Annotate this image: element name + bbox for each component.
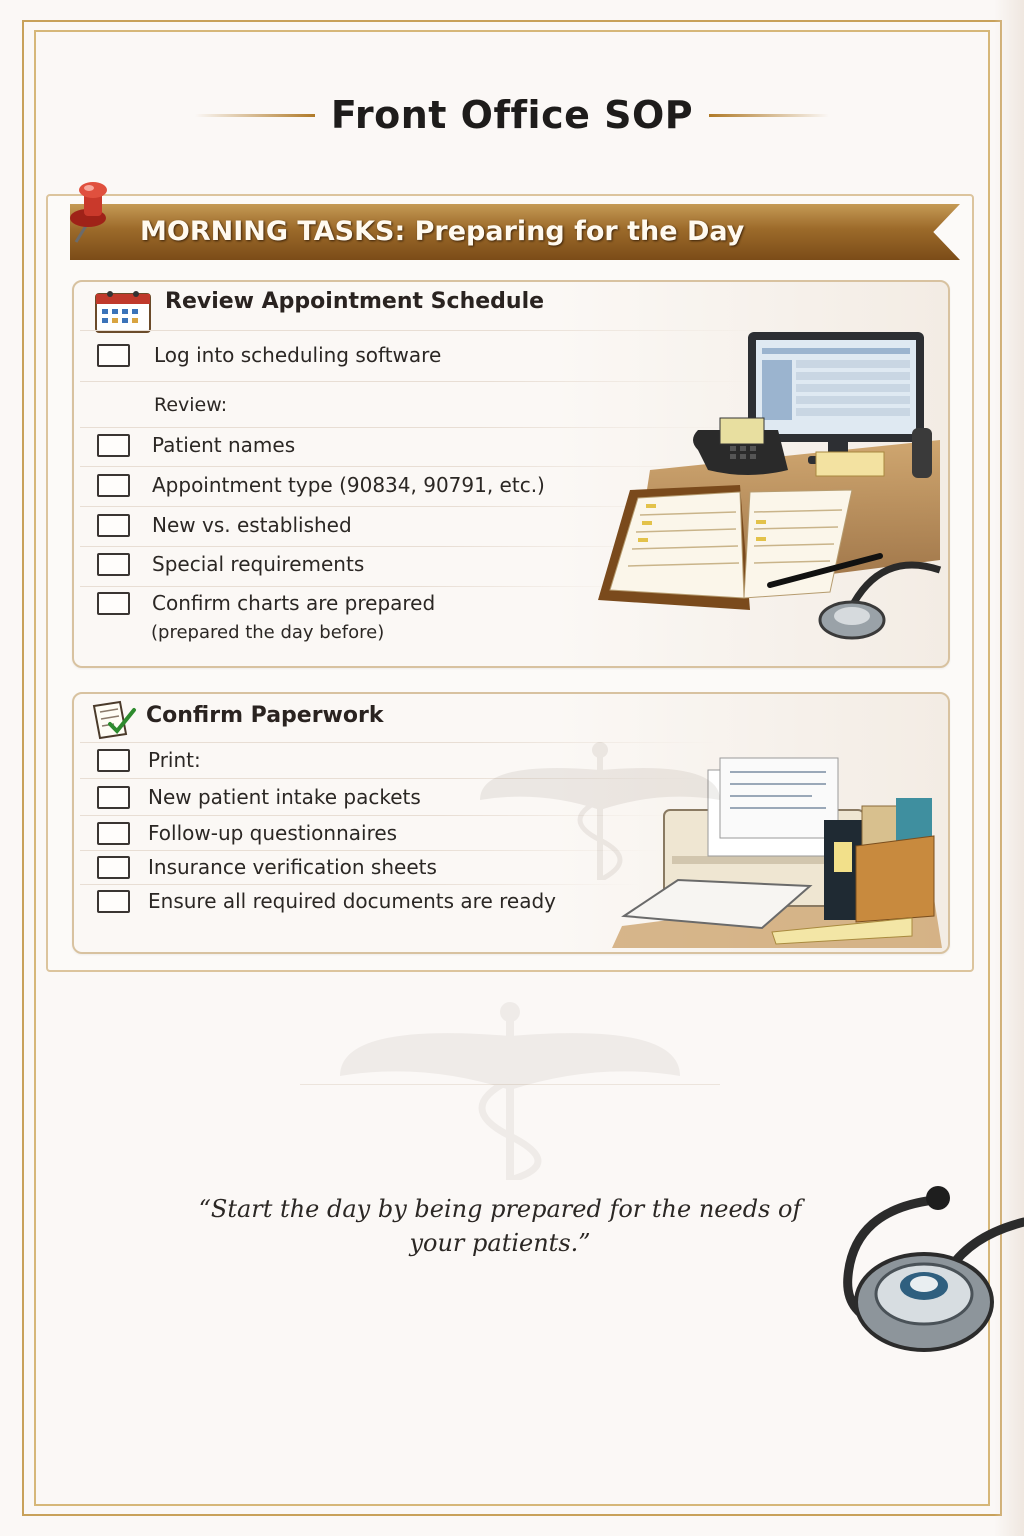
review-schedule-title: Review Appointment Schedule <box>165 289 545 314</box>
checklist-row[interactable] <box>97 814 397 852</box>
checklist-icon <box>90 700 138 740</box>
checklist-row[interactable] <box>97 545 364 583</box>
checklist-item-label: Appointment type (90834, 90791, etc.) <box>152 473 545 497</box>
section-banner-title: MORNING TASKS: Preparing for the Day <box>140 216 745 247</box>
checklist-row[interactable] <box>97 882 556 920</box>
checklist-row[interactable] <box>97 506 352 544</box>
checkbox[interactable] <box>97 344 130 367</box>
checklist-item-label: New patient intake packets <box>148 785 421 809</box>
checklist-item-label: Confirm charts are prepared <box>152 591 436 615</box>
checklist-row[interactable] <box>97 584 435 622</box>
checklist-row[interactable] <box>97 848 437 886</box>
checklist-item-label: Print: <box>148 748 201 772</box>
confirm-paperwork-title: Confirm Paperwork <box>146 703 384 728</box>
stethoscope-icon <box>834 1182 1024 1362</box>
checklist-item-note: (prepared the day before) <box>151 622 385 643</box>
page-title: Front Office SOP <box>330 93 694 137</box>
caduceus-watermark-large <box>330 1000 690 1180</box>
checklist-row[interactable] <box>97 778 421 816</box>
title-rule-left <box>195 114 315 117</box>
motivational-quote: “Start the day by being prepared for the needs of your patients.” <box>198 1195 802 1257</box>
front-desk-illustration <box>590 320 950 660</box>
checklist-item-label: Patient names <box>152 433 296 457</box>
checklist-item-label: Insurance verification sheets <box>148 855 437 879</box>
checkbox[interactable] <box>97 786 130 809</box>
review-label: Review: <box>154 394 228 416</box>
checkbox[interactable] <box>97 856 130 879</box>
review-label-row <box>154 386 227 424</box>
checkbox[interactable] <box>97 553 130 576</box>
checkbox[interactable] <box>97 890 130 913</box>
title-rule-right <box>709 114 829 117</box>
checklist-item-label: Follow-up questionnaires <box>148 821 398 845</box>
checklist-row[interactable] <box>97 741 201 779</box>
calendar-icon <box>94 288 152 334</box>
checklist-row[interactable] <box>97 426 295 464</box>
checkbox[interactable] <box>97 434 130 457</box>
checklist-row[interactable] <box>97 336 441 374</box>
checklist-item-label: Ensure all required documents are ready <box>148 889 556 913</box>
title-block <box>0 90 1024 140</box>
caduceus-watermark <box>470 740 730 880</box>
checkbox[interactable] <box>97 749 130 772</box>
checklist-item-label: Log into scheduling software <box>154 343 442 367</box>
push-pin-icon <box>62 180 124 250</box>
checkbox[interactable] <box>97 822 130 845</box>
checkbox[interactable] <box>97 592 130 615</box>
checklist-row[interactable] <box>97 466 545 504</box>
checkbox[interactable] <box>97 474 130 497</box>
checklist-item-label: New vs. established <box>152 513 352 537</box>
checkbox[interactable] <box>97 514 130 537</box>
checklist-item-label: Special requirements <box>152 552 365 576</box>
